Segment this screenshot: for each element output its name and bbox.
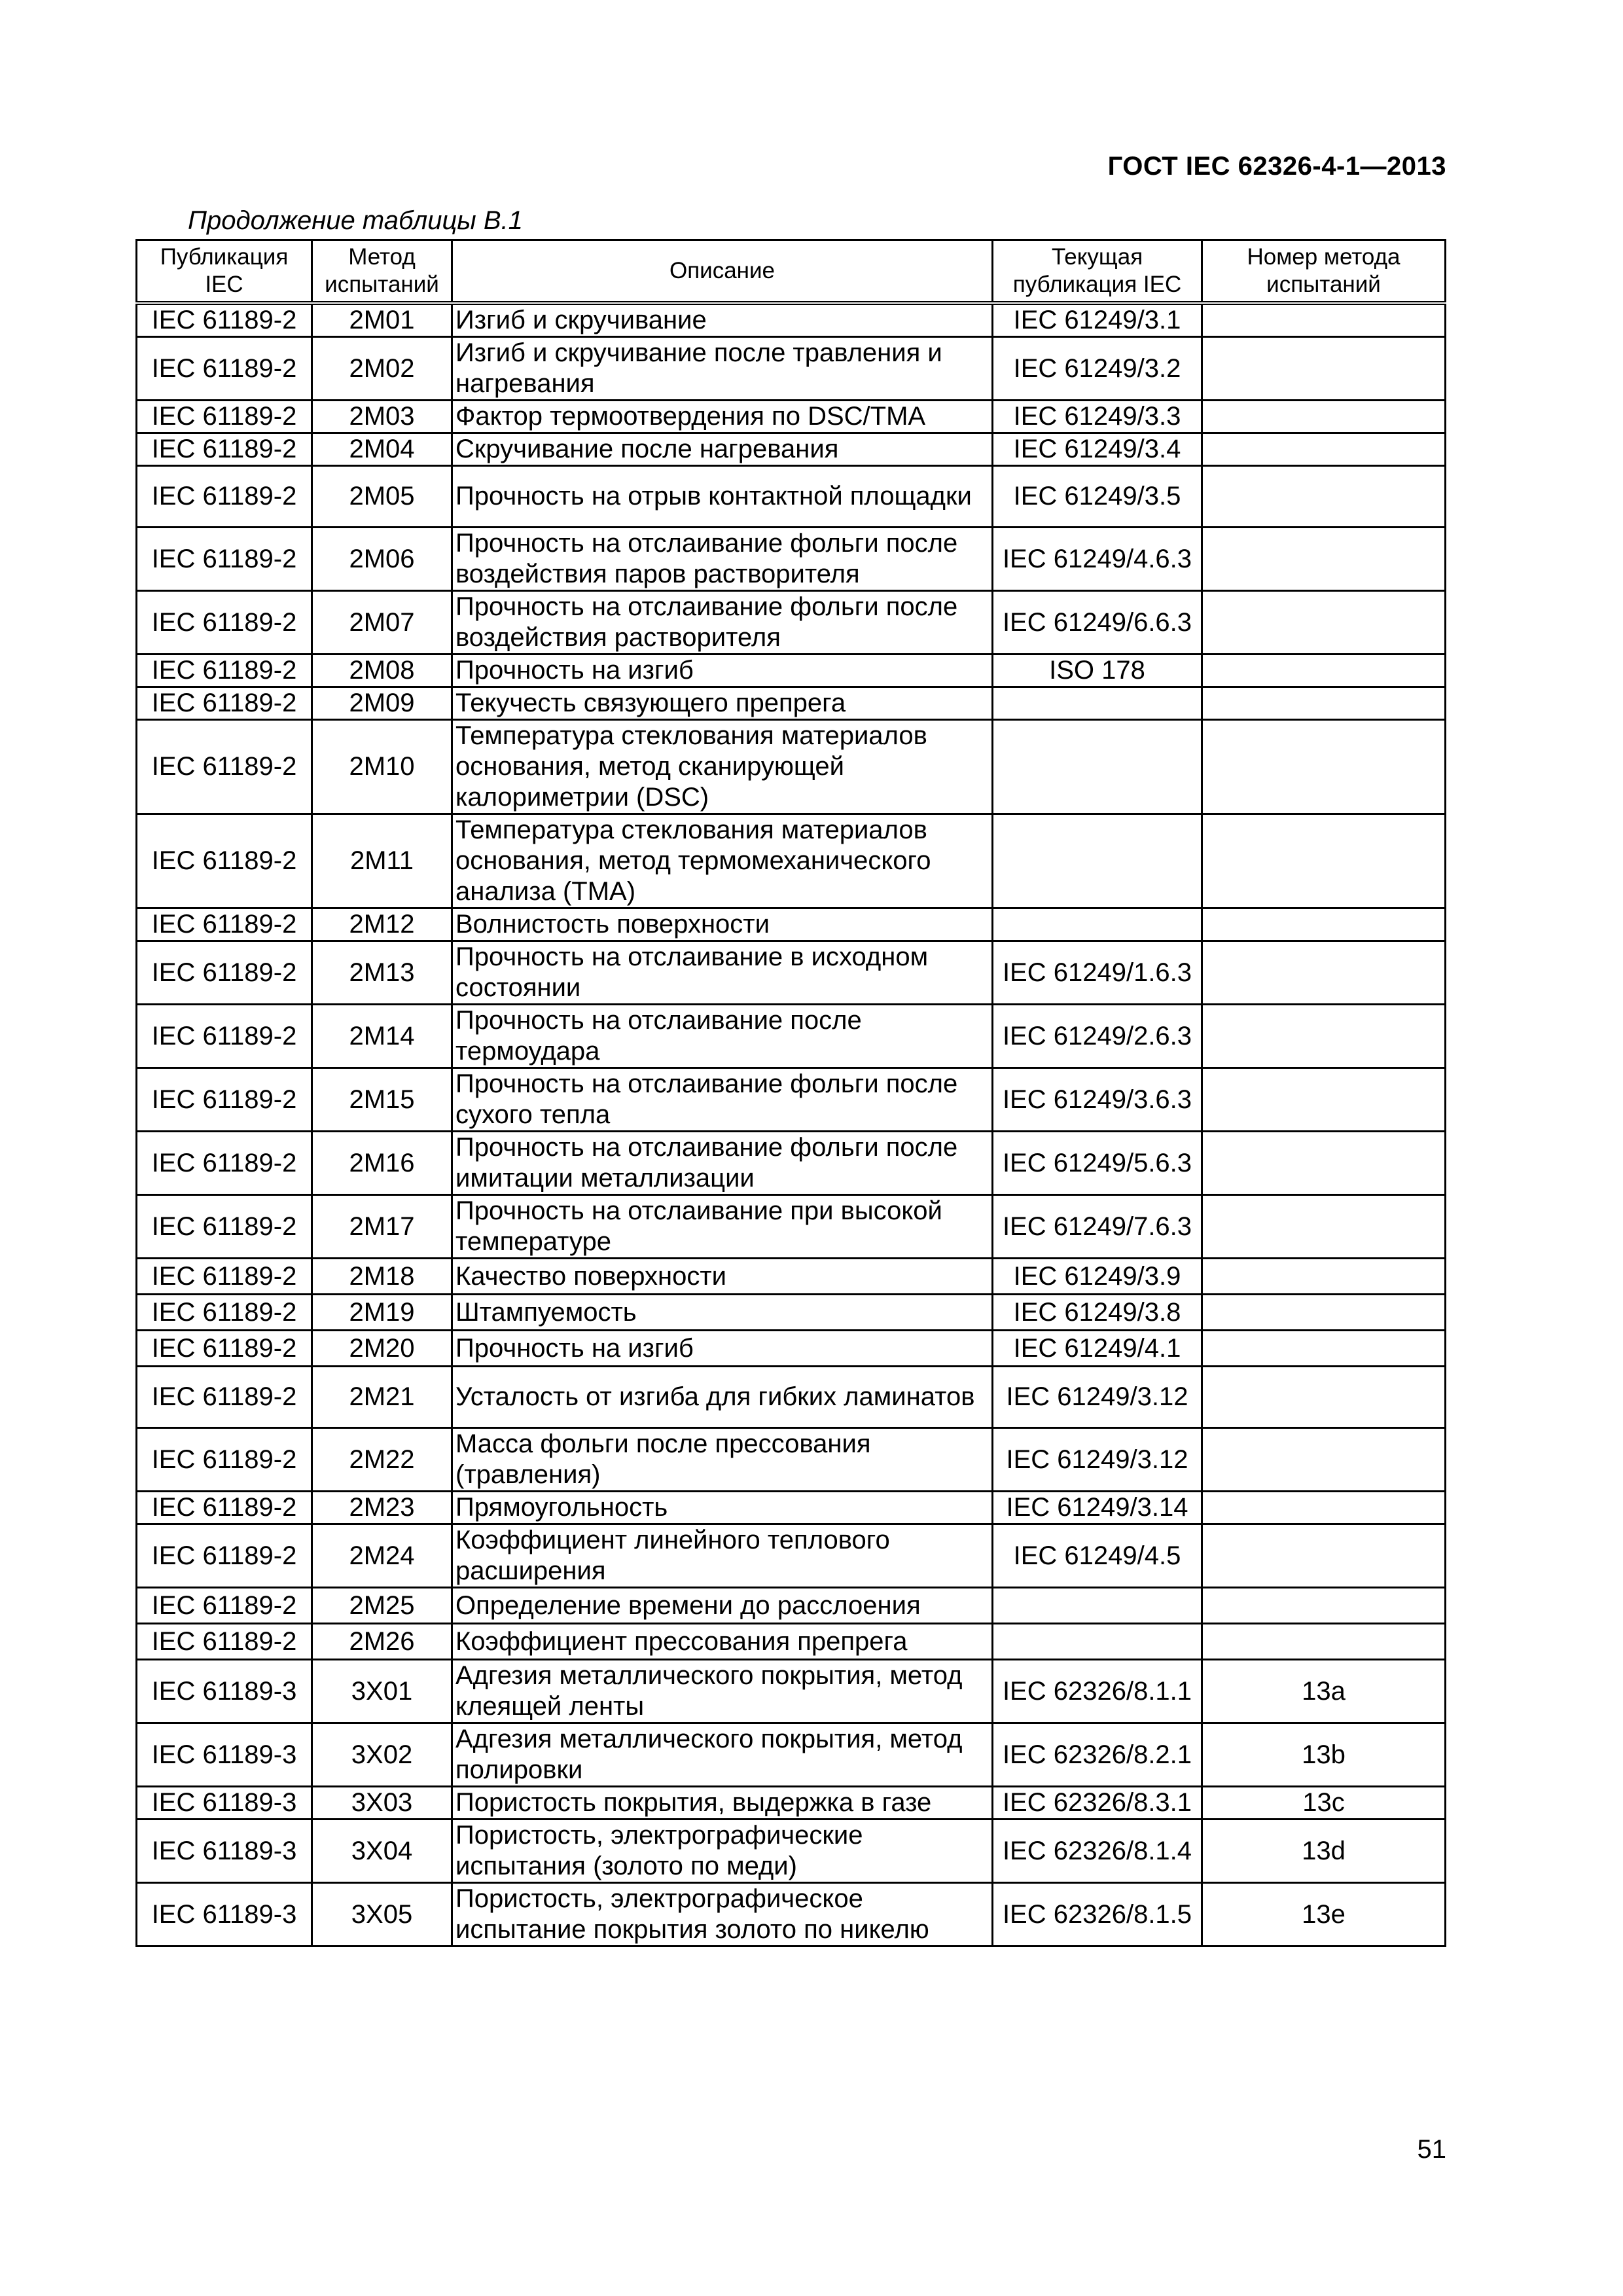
cell-method: 3X03 — [312, 1787, 452, 1820]
cell-current-publication — [993, 814, 1202, 908]
cell-publication: IEC 61189-2 — [137, 1068, 312, 1132]
table-header-row — [137, 240, 1446, 304]
table-row — [137, 1883, 1446, 1946]
cell-current-publication: IEC 61249/3.3 — [993, 401, 1202, 433]
cell-method: 2M19 — [312, 1295, 452, 1331]
cell-publication: IEC 61189-2 — [137, 591, 312, 655]
cell-current-publication: IEC 61249/4.1 — [993, 1331, 1202, 1367]
cell-method-number: 13c — [1202, 1787, 1446, 1820]
cell-method-number — [1202, 720, 1446, 814]
table-row — [137, 303, 1446, 337]
cell-method: 2M21 — [312, 1367, 452, 1428]
cell-current-publication: IEC 61249/1.6.3 — [993, 941, 1202, 1005]
cell-current-publication: IEC 61249/3.1 — [993, 303, 1202, 337]
table-row — [137, 433, 1446, 466]
cell-method: 2M07 — [312, 591, 452, 655]
cell-publication: IEC 61189-2 — [137, 1005, 312, 1068]
cell-method-number: 13d — [1202, 1820, 1446, 1883]
table-row — [137, 1492, 1446, 1524]
table-row — [137, 814, 1446, 908]
cell-method-number — [1202, 814, 1446, 908]
table-row — [137, 1428, 1446, 1492]
table-row — [137, 908, 1446, 941]
cell-publication: IEC 61189-3 — [137, 1820, 312, 1883]
cell-method-number — [1202, 433, 1446, 466]
cell-current-publication: IEC 62326/8.1.5 — [993, 1883, 1202, 1946]
cell-method: 2M04 — [312, 433, 452, 466]
table-row — [137, 1068, 1446, 1132]
table-row — [137, 1624, 1446, 1660]
cell-current-publication — [993, 908, 1202, 941]
cell-method-number — [1202, 466, 1446, 528]
cell-current-publication: IEC 61249/3.14 — [993, 1492, 1202, 1524]
cell-description: Прочность на отслаивание при высокой температуре — [452, 1195, 993, 1259]
cell-method: 2M05 — [312, 466, 452, 528]
cell-description: Пористость, электрографические испытания (золото по меди) — [452, 1820, 993, 1883]
cell-method-number: 13b — [1202, 1723, 1446, 1787]
cell-current-publication: IEC 61249/3.12 — [993, 1428, 1202, 1492]
cell-publication: IEC 61189-2 — [137, 1195, 312, 1259]
cell-method: 2M23 — [312, 1492, 452, 1524]
cell-current-publication: IEC 61249/3.9 — [993, 1259, 1202, 1295]
cell-publication: IEC 61189-2 — [137, 1259, 312, 1295]
cell-current-publication: IEC 61249/3.12 — [993, 1367, 1202, 1428]
cell-method: 3X04 — [312, 1820, 452, 1883]
cell-current-publication: ISO 178 — [993, 655, 1202, 687]
cell-publication: IEC 61189-2 — [137, 433, 312, 466]
table-row — [137, 466, 1446, 528]
cell-publication: IEC 61189-2 — [137, 1331, 312, 1367]
cell-description: Прочность на отслаивание после термоудара — [452, 1005, 993, 1068]
cell-description: Текучесть связующего препрега — [452, 687, 993, 720]
table-row — [137, 1195, 1446, 1259]
cell-method-number — [1202, 303, 1446, 337]
cell-publication: IEC 61189-2 — [137, 1588, 312, 1624]
cell-method: 2M22 — [312, 1428, 452, 1492]
cell-current-publication: IEC 61249/3.6.3 — [993, 1068, 1202, 1132]
column-header-method-number: Номер метода испытаний — [1202, 240, 1446, 304]
table-row — [137, 337, 1446, 401]
cell-description: Скручивание после нагревания — [452, 433, 993, 466]
table-row — [137, 720, 1446, 814]
cell-method: 2M10 — [312, 720, 452, 814]
column-header-publication: Публикация IEC — [137, 240, 312, 304]
cell-current-publication: IEC 61249/3.4 — [993, 433, 1202, 466]
cell-method: 2M02 — [312, 337, 452, 401]
cell-description: Фактор термоотвердения по DSC/TMA — [452, 401, 993, 433]
table-row — [137, 1820, 1446, 1883]
cell-current-publication: IEC 61249/2.6.3 — [993, 1005, 1202, 1068]
cell-method-number — [1202, 687, 1446, 720]
cell-method: 2M09 — [312, 687, 452, 720]
table-row — [137, 687, 1446, 720]
cell-current-publication: IEC 62326/8.3.1 — [993, 1787, 1202, 1820]
cell-publication: IEC 61189-2 — [137, 687, 312, 720]
column-header-method: Метод испытаний — [312, 240, 452, 304]
cell-description: Прочность на изгиб — [452, 655, 993, 687]
cell-method-number — [1202, 1588, 1446, 1624]
cell-publication: IEC 61189-2 — [137, 655, 312, 687]
cell-description: Прочность на отрыв контактной площадки — [452, 466, 993, 528]
table-row — [137, 1660, 1446, 1723]
cell-publication: IEC 61189-2 — [137, 303, 312, 337]
cell-method-number — [1202, 908, 1446, 941]
cell-method-number — [1202, 1295, 1446, 1331]
cell-method: 2M08 — [312, 655, 452, 687]
table-row — [137, 655, 1446, 687]
cell-method-number — [1202, 1428, 1446, 1492]
cell-current-publication: IEC 61249/3.2 — [993, 337, 1202, 401]
cell-method-number — [1202, 1259, 1446, 1295]
cell-method-number: 13a — [1202, 1660, 1446, 1723]
cell-description: Определение времени до расслоения — [452, 1588, 993, 1624]
cell-method: 2M03 — [312, 401, 452, 433]
cell-current-publication: IEC 62326/8.1.1 — [993, 1660, 1202, 1723]
cell-method-number — [1202, 941, 1446, 1005]
table-row — [137, 1259, 1446, 1295]
cell-publication: IEC 61189-2 — [137, 466, 312, 528]
cell-description: Прямоугольность — [452, 1492, 993, 1524]
cell-description: Изгиб и скручивание — [452, 303, 993, 337]
table-row — [137, 941, 1446, 1005]
cell-method: 2M20 — [312, 1331, 452, 1367]
cell-method-number — [1202, 1005, 1446, 1068]
cell-publication: IEC 61189-3 — [137, 1660, 312, 1723]
table-row — [137, 1723, 1446, 1787]
cell-current-publication — [993, 720, 1202, 814]
cell-current-publication — [993, 1588, 1202, 1624]
cell-method: 2M15 — [312, 1068, 452, 1132]
column-header-description: Описание — [452, 240, 993, 304]
cell-current-publication — [993, 1624, 1202, 1660]
cell-description: Штампуемость — [452, 1295, 993, 1331]
cell-description: Прочность на отслаивание фольги после воздействия растворителя — [452, 591, 993, 655]
cell-current-publication: IEC 61249/7.6.3 — [993, 1195, 1202, 1259]
cell-method-number — [1202, 528, 1446, 591]
cell-method: 2M18 — [312, 1259, 452, 1295]
cell-description: Коэффициент прессования препрега — [452, 1624, 993, 1660]
cell-publication: IEC 61189-2 — [137, 1132, 312, 1195]
cell-publication: IEC 61189-2 — [137, 941, 312, 1005]
cell-description: Качество поверхности — [452, 1259, 993, 1295]
table-row — [137, 1787, 1446, 1820]
cell-method: 3X02 — [312, 1723, 452, 1787]
cell-method-number — [1202, 401, 1446, 433]
cell-description: Температура стеклования материалов основания, метод сканирующей калориметрии (DSC) — [452, 720, 993, 814]
table-caption: Продолжение таблицы В.1 — [188, 206, 523, 235]
cell-method-number — [1202, 1524, 1446, 1588]
cell-method: 2M14 — [312, 1005, 452, 1068]
table-row — [137, 1588, 1446, 1624]
cell-method: 2M11 — [312, 814, 452, 908]
cell-method: 2M13 — [312, 941, 452, 1005]
cell-method: 2M24 — [312, 1524, 452, 1588]
cell-description: Адгезия металлического покрытия, метод клеящей ленты — [452, 1660, 993, 1723]
cell-description: Прочность на отслаивание фольги после имитации металлизации — [452, 1132, 993, 1195]
cell-method-number — [1202, 1195, 1446, 1259]
cell-method: 3X01 — [312, 1660, 452, 1723]
cell-description: Прочность на отслаивание в исходном состоянии — [452, 941, 993, 1005]
cell-description: Температура стеклования материалов основания, метод термомеханического анализа (TMA) — [452, 814, 993, 908]
cell-method-number — [1202, 591, 1446, 655]
cell-publication: IEC 61189-3 — [137, 1723, 312, 1787]
table-row — [137, 401, 1446, 433]
cell-method: 2M01 — [312, 303, 452, 337]
cell-publication: IEC 61189-2 — [137, 908, 312, 941]
cell-description: Прочность на отслаивание фольги после сухого тепла — [452, 1068, 993, 1132]
cell-current-publication: IEC 62326/8.1.4 — [993, 1820, 1202, 1883]
table-row — [137, 1295, 1446, 1331]
cell-publication: IEC 61189-2 — [137, 720, 312, 814]
cell-method-number — [1202, 1331, 1446, 1367]
cell-publication: IEC 61189-2 — [137, 1367, 312, 1428]
cell-method-number — [1202, 1068, 1446, 1132]
cell-current-publication: IEC 61249/4.5 — [993, 1524, 1202, 1588]
cell-method-number — [1202, 1132, 1446, 1195]
cell-publication: IEC 61189-2 — [137, 401, 312, 433]
cell-description: Волнистость поверхности — [452, 908, 993, 941]
cell-publication: IEC 61189-2 — [137, 1524, 312, 1588]
cell-description: Пористость, электрографическое испытание покрытия золото по никелю — [452, 1883, 993, 1946]
table-row — [137, 1005, 1446, 1068]
cell-current-publication: IEC 62326/8.2.1 — [993, 1723, 1202, 1787]
cell-current-publication: IEC 61249/6.6.3 — [993, 591, 1202, 655]
column-header-current-publication: Текущая публикация IEC — [993, 240, 1202, 304]
cell-description: Прочность на отслаивание фольги после воздействия паров растворителя — [452, 528, 993, 591]
cell-description: Прочность на изгиб — [452, 1331, 993, 1367]
page-number: 51 — [1417, 2135, 1446, 2164]
cell-method: 2M12 — [312, 908, 452, 941]
cell-current-publication — [993, 687, 1202, 720]
cell-publication: IEC 61189-2 — [137, 528, 312, 591]
cell-current-publication: IEC 61249/4.6.3 — [993, 528, 1202, 591]
cell-method-number — [1202, 1492, 1446, 1524]
cell-method: 2M25 — [312, 1588, 452, 1624]
table-row — [137, 1524, 1446, 1588]
cell-description: Усталость от изгиба для гибких ламинатов — [452, 1367, 993, 1428]
cell-publication: IEC 61189-2 — [137, 1295, 312, 1331]
table-row — [137, 591, 1446, 655]
cell-method: 2M06 — [312, 528, 452, 591]
document-code: ГОСТ IEC 62326-4-1—2013 — [1107, 152, 1446, 181]
cell-method: 2M16 — [312, 1132, 452, 1195]
cell-description: Адгезия металлического покрытия, метод полировки — [452, 1723, 993, 1787]
cell-method: 2M26 — [312, 1624, 452, 1660]
cell-description: Масса фольги после прессования (травления) — [452, 1428, 993, 1492]
table-row — [137, 528, 1446, 591]
cell-publication: IEC 61189-3 — [137, 1883, 312, 1946]
cell-publication: IEC 61189-3 — [137, 1787, 312, 1820]
cell-method-number — [1202, 655, 1446, 687]
cell-publication: IEC 61189-2 — [137, 337, 312, 401]
cell-current-publication: IEC 61249/3.5 — [993, 466, 1202, 528]
cell-current-publication: IEC 61249/3.8 — [993, 1295, 1202, 1331]
cell-publication: IEC 61189-2 — [137, 1624, 312, 1660]
cell-method-number: 13e — [1202, 1883, 1446, 1946]
table-row — [137, 1132, 1446, 1195]
cell-publication: IEC 61189-2 — [137, 814, 312, 908]
cell-description: Коэффициент линейного теплового расширения — [452, 1524, 993, 1588]
cell-current-publication: IEC 61249/5.6.3 — [993, 1132, 1202, 1195]
cell-method-number — [1202, 1367, 1446, 1428]
cell-method-number — [1202, 337, 1446, 401]
cell-publication: IEC 61189-2 — [137, 1428, 312, 1492]
cell-method: 2M17 — [312, 1195, 452, 1259]
cell-publication: IEC 61189-2 — [137, 1492, 312, 1524]
cell-method: 3X05 — [312, 1883, 452, 1946]
cell-description: Пористость покрытия, выдержка в газе — [452, 1787, 993, 1820]
tests-table — [135, 239, 1446, 1947]
table-row — [137, 1331, 1446, 1367]
table-row — [137, 1367, 1446, 1428]
table-body — [137, 303, 1446, 1946]
cell-description: Изгиб и скручивание после травления и нагревания — [452, 337, 993, 401]
cell-method-number — [1202, 1624, 1446, 1660]
